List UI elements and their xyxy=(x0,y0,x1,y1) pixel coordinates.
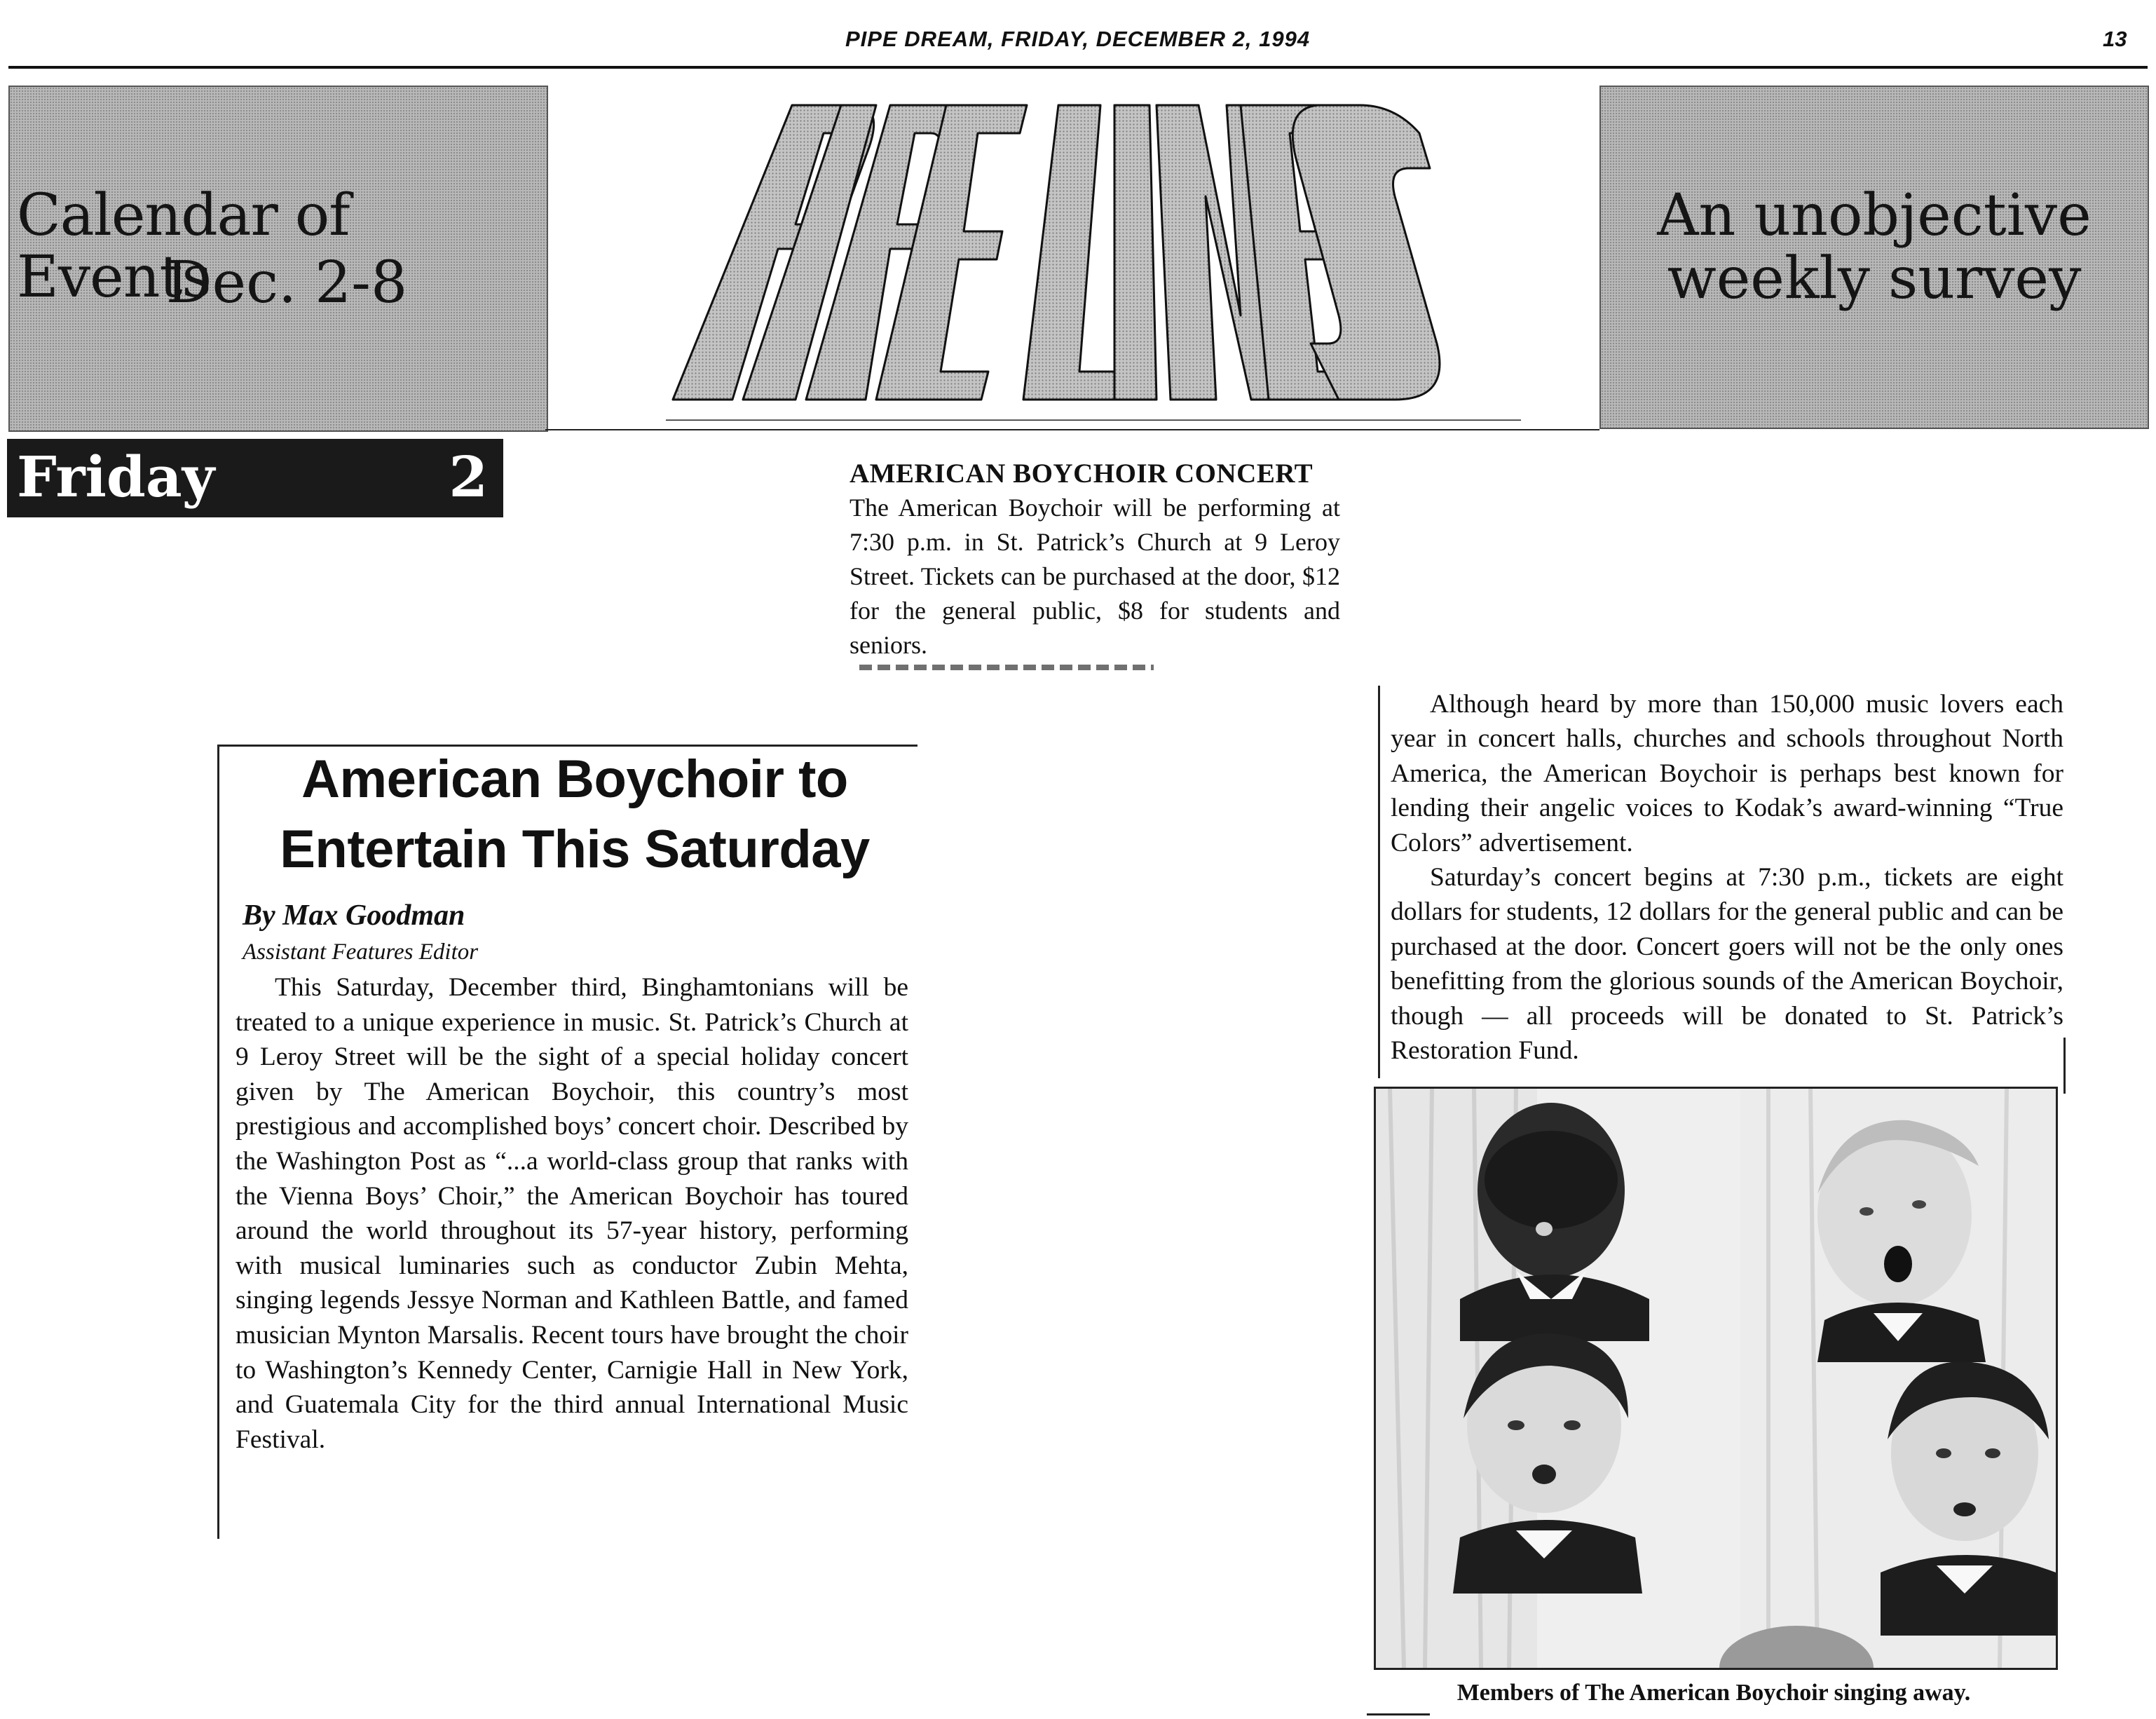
page-number: 13 xyxy=(2103,27,2127,51)
survey-box xyxy=(1599,86,2149,429)
column-rule-right xyxy=(2063,1038,2066,1094)
clipped-text-remnant xyxy=(859,665,1154,670)
article-headline xyxy=(238,745,911,885)
article-byline: By Max Goodman xyxy=(243,899,465,932)
day-name: Friday xyxy=(17,444,215,510)
event-title: AMERICAN BOYCHOIR CONCERT xyxy=(850,458,1314,489)
column-rule-left xyxy=(1378,686,1380,1078)
day-date: 2 xyxy=(449,444,488,510)
article-continuation xyxy=(1391,687,2063,1068)
article-body: This Saturday, December third, Binghamtonians will be treated to a unique experience in music. St. Patrick’s Church at 9 Leroy Street will be the sight of a special holiday concert given by The American Boychoir, this country’s most prestigious and accomplished boys’ concert choir. Described by the Washington Post as “...a world-class group that ranks with the Vienna Boys’ Choir,” the American Boychoir has toured around the world throughout its 57-year history, performing with musical luminaries such as conductor Zubin Mehta, singing legends Jessye Norman and Kathleen Battle, and famed musician Mynton Marsalis. Recent tours have brought the choir to Washington’s Kennedy Center, Carnigie Hall in New York, and Guatemala City for the third annual International Music Festival. xyxy=(236,973,908,1454)
publication-date-line: PIPE DREAM, FRIDAY, DECEMBER 2, 1994 xyxy=(845,27,1311,51)
headline-line-1: American Boychoir to xyxy=(301,749,848,809)
survey-title-line1: An unobjective xyxy=(1657,182,2092,249)
choir-photo-image xyxy=(1376,1089,2056,1668)
photo-caption: Members of The American Boychoir singing away. xyxy=(1456,1680,1971,1706)
calendar-box xyxy=(8,86,548,432)
header-rule xyxy=(8,66,2148,69)
author-role: Assistant Features Editor xyxy=(243,939,479,965)
day-banner xyxy=(7,439,503,517)
survey-title-line2: weekly survey xyxy=(1667,245,2082,312)
choir-photo xyxy=(1374,1087,2058,1670)
masthead-rule xyxy=(545,429,1599,430)
headline-line-2: Entertain This Saturday xyxy=(280,820,870,879)
pipe-lines-logo-art xyxy=(666,91,1521,421)
continuation-paragraph-2: Saturday’s concert begins at 7:30 p.m., tickets are eight dollars for students, 12 dollars for the general public and can be purchased at the door. Concert goers will not be the only ones benefitting from the glorious sounds of the American Boychoir, though — all proceeds will be donated to St. Patrick’s Restoration Fund. xyxy=(1391,863,2063,1066)
calendar-dates: Dec. 2-8 xyxy=(165,250,408,316)
continuation-paragraph-1: Although heard by more than 150,000 music lovers each year in concert halls, churches and schools throughout North America, the American Boychoir is perhaps best known for lending their angelic voices to Kodak’s award-winning “True Colors” advertisement. xyxy=(1391,690,2063,857)
event-description: The American Boychoir will be performing at 7:30 p.m. in St. Patrick’s Church at 9 Leroy Street. Tickets can be purchased at the door, $12 for the general public, $8 for students and seniors. xyxy=(850,494,1340,659)
event-listing xyxy=(850,457,1340,663)
calendar-title: Calendar of Events xyxy=(17,182,350,311)
running-header xyxy=(0,25,2156,67)
bottom-rule xyxy=(1367,1713,1430,1715)
pipe-lines-logo xyxy=(666,91,1521,421)
